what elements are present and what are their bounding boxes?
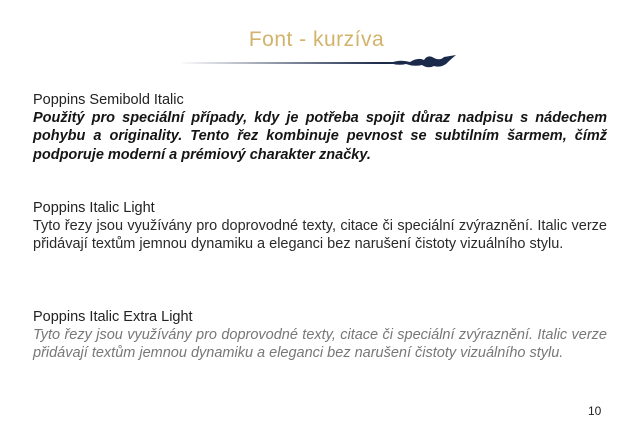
ornament-divider-icon — [178, 52, 463, 72]
section-text: Použitý pro speciální případy, kdy je potřeba spojit důraz nadpisu s nádechem pohybu a originality. Tento řez kombinuje pevnost se subtilním šarmem, čímž podporuje moderní a prémiový charakter značky. — [33, 110, 607, 163]
section-label: Poppins Semibold Italic — [33, 92, 184, 108]
section-text: Tyto řezy jsou využívány pro doprovodné texty, citace či speciální zvýraznění. Italic verze přidávají textům jemnou dynamiku a eleganci bez narušení čistoty vizuálního stylu. — [33, 218, 607, 253]
section-italic-extra-light — [33, 308, 607, 363]
section-semibold-italic — [33, 91, 607, 164]
section-label: Poppins Italic Light — [33, 200, 155, 216]
section-italic-light — [33, 199, 607, 254]
section-label: Poppins Italic Extra Light — [33, 309, 193, 325]
page-number: 10 — [588, 404, 602, 418]
section-text: Tyto řezy jsou využívány pro doprovodné texty, citace či speciální zvýraznění. Italic verze přidávají textům jemnou dynamiku a eleganci bez narušení čistoty vizuálního stylu. — [33, 327, 607, 362]
page-title: Font - kurzíva — [248, 28, 385, 51]
